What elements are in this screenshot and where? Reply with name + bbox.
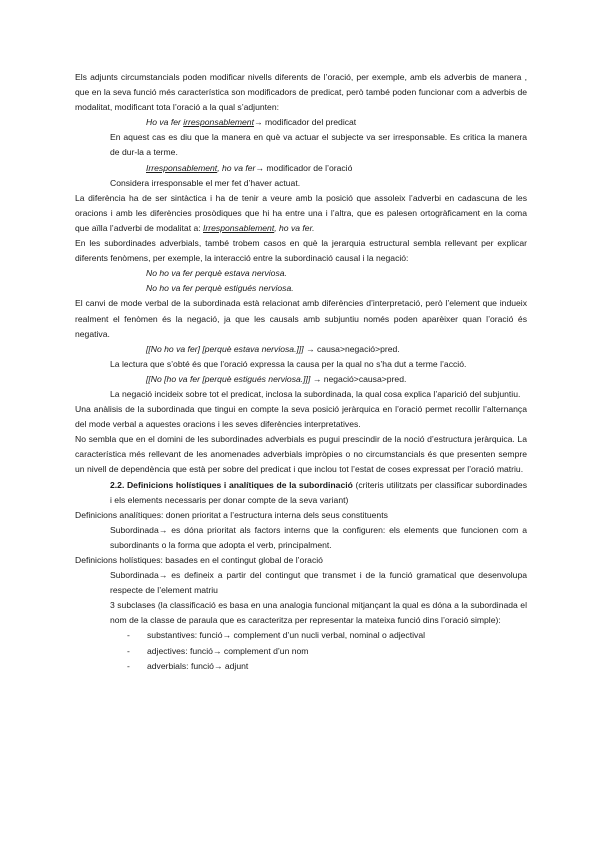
definition-holistic-detail: Subordinada→ es defineix a partir del contingut que transmet i de la funció gramatical que desenvolupa respecte de l’element matriu <box>110 570 527 596</box>
example-subjunctive: No ho va fer perquè estigués nerviosa. <box>146 283 294 294</box>
subclass-list <box>75 628 527 673</box>
list-item: - adjectives: funció→ complement d’un nom <box>127 645 309 656</box>
paragraph-verbal-mode: El canvi de mode verbal de la subordinada està relacionat amb diferències d’interpretació, però l’element que indueix realment el fenòmen és la negació, ja que les causals amb subjuntiu només poden aparèixer quan l’oració és negativa. <box>75 298 527 339</box>
paragraph-adverbial-subordinates: En les subordinades adverbials, també trobem casos en què la jerarquia estructural sembla rellevant per explicar diferents fenòmens, per exemple, la interacció entre la subordinació causal i la negació: <box>75 238 527 264</box>
definition-analytic-detail: Subordinada→ es dóna prioritat als factors interns que la configuren: els elements que funcionen com a subordinants o la forma que adopta el verb, principalment. <box>110 524 527 550</box>
paragraph-hierarchical-structure: No sembla que en el domini de les subordinades adverbials es pugui prescindir de la noció d’estructura jeràrquica. La característica més rellevant de les anomenades adverbials impròpies o no circumstancials és que presenten sempre un nivell de dependència que està per sobre del predicat i que inclou tot l’estat de coses expressat per l’oració matriu. <box>75 434 527 475</box>
underlined-adverb: Irresponsablement <box>146 162 218 173</box>
example-note: La negació incideix sobre tot el predicat, inclosa la subordinada, la qual cosa explica l’aparició del subjuntiu. <box>110 388 521 399</box>
example-note: En aquest cas es diu que la manera en què va actuar el subjecte va ser irresponsable. Es critica la manera de dur-la a terme. <box>110 132 527 158</box>
subclasses-paragraph: 3 subclases (la classificació es basa en una analogia funcional mitjançant la qual es dóna a la subordinada el nom de la classe de paraula que es caracteritza per representar la mateixa funció dins l’oració simple): <box>110 600 527 626</box>
underlined-adverb: Irresponsablement <box>203 222 275 233</box>
section-title: Definicions holístiques i analítiques de la subordinació <box>124 479 353 490</box>
paragraph-adjuncts: Els adjunts circumstancials poden modificar nivells diferents de l’oració, per exemple, amb els adverbis de manera , que en la seva funció més característica son modificadors de predicat, però també poden funcionar com a adverbis de modalitat, modificant tota l’oració a la qual s’adjunten: <box>75 72 527 113</box>
paragraph-hierarchical-analysis: Una anàlisis de la subordinada que tingui en compte la seva posició jeràrquica en l’oració permet recollir l’alternança del mode verbal a aquestes oracions i les seves diferències interpretatives. <box>75 404 527 430</box>
example-bracketed-2: [[No [ho va fer [perquè estigués nerviosa.]]] → negació>causa>pred. <box>146 373 407 384</box>
document-body <box>75 70 527 674</box>
paragraph-syntactic-difference: La diferència ha de ser sintàctica i ha de tenir a veure amb la posició que assoleix l’adverbi en cadascuna de les oracions i amb les diferències prosòdiques que hi ha entre una i l’altra, que es palesen ortogràficament en la coma que aïlla l’adverbi de modalitat a: Irresponsablement, ho va fer. <box>75 192 527 233</box>
definition-holistic: Definicions holístiques: basades en el contingut global de l’oració <box>75 555 323 565</box>
section-number: 2.2. <box>110 479 125 490</box>
section-heading: 2.2. Definicions holístiques i analítiques de la subordinació (criteris utilitzats per classificar subordinades i els elements necessaris per donar compte de la seva variant) <box>110 479 528 505</box>
underlined-adverb: irresponsablement <box>183 117 254 128</box>
example-note: La lectura que s’obté és que l’oració expressa la causa per la qual no s’ha dut a terme l’acció. <box>110 358 467 369</box>
example-indicative: No ho va fer perquè estava nerviosa. <box>146 268 287 279</box>
list-item: - adverbials: funció→ adjunt <box>127 660 249 671</box>
list-item: - substantives: funció→ complement d’un nucli verbal, nominal o adjectival <box>127 630 426 641</box>
example-predicate-modifier: Ho va fer irresponsablement→ modificador del predicat <box>146 117 357 128</box>
example-note: Considera irresponsable el mer fet d’haver actuat. <box>110 177 301 188</box>
definition-analytic: Definicions analítiques: donen prioritat a l’estructura interna dels seus constituents <box>75 509 388 520</box>
example-bracketed-1: [[No ho va fer] [perquè estava nerviosa.]]] → causa>negació>pred. <box>146 343 400 354</box>
example-sentence-modifier: Irresponsablement, ho va fer→ modificador de l’oració <box>146 162 353 173</box>
